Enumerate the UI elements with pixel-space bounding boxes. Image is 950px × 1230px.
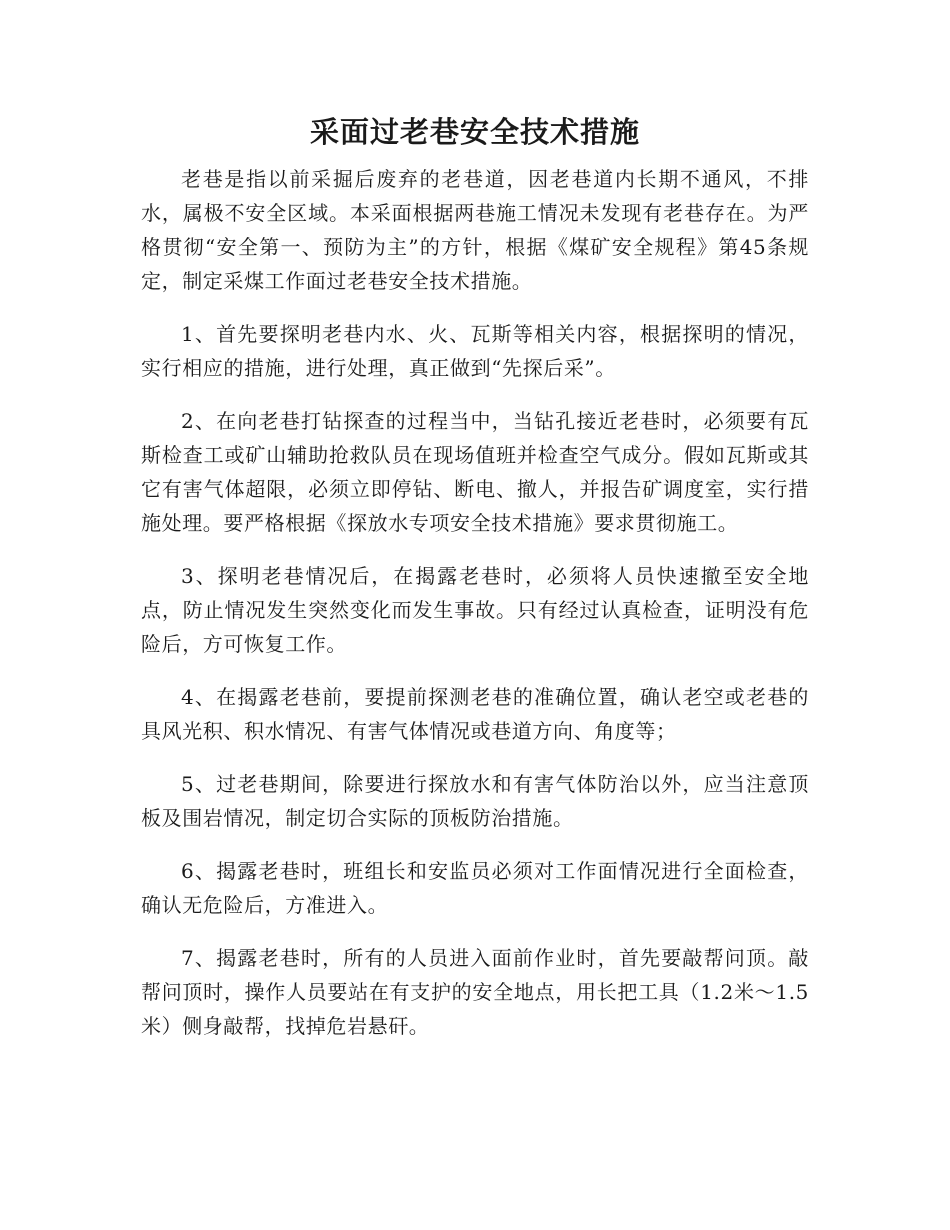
- document-body: [141, 162, 809, 1062]
- measure-item-4: 4、在揭露老巷前，要提前探测老巷的准确位置，确认老空或老巷的具风光积、积水情况、有害气体情况或巷道方向、角度等；: [141, 685, 809, 743]
- measure-item-7: 7、揭露老巷时，所有的人员进入面前作业时，首先要敲帮问顶。敲帮问顶时，操作人员要站在有支护的安全地点，用长把工具（1.2米～1.5米）侧身敲帮，找掉危岩悬矸。: [141, 946, 809, 1038]
- measure-item-5: 5、过老巷期间，除要进行探放水和有害气体防治以外，应当注意顶板及围岩情况，制定切合实际的顶板防治措施。: [141, 772, 809, 830]
- measure-item-3: 3、探明老巷情况后，在揭露老巷时，必须将人员快速撤至安全地点，防止情况发生突然变化而发生事故。只有经过认真检查，证明没有危险后，方可恢复工作。: [141, 564, 809, 656]
- measure-item-2: 2、在向老巷打钻探查的过程当中，当钻孔接近老巷时，必须要有瓦斯检查工或矿山辅助抢救队员在现场值班并检查空气成分。假如瓦斯或其它有害气体超限，必须立即停钻、断电、撤人，并报告矿调度室，实行措施处理。要严格根据《探放水专项安全技术措施》要求贯彻施工。: [141, 409, 809, 535]
- document-title: 采面过老巷安全技术措施: [309, 115, 640, 149]
- measure-item-6: 6、揭露老巷时，班组长和安监员必须对工作面情况进行全面检查，确认无危险后，方准进入。: [141, 859, 809, 917]
- measure-item-1: 1、首先要探明老巷内水、火、瓦斯等相关内容，根据探明的情况，实行相应的措施，进行处理，真正做到“先探后采”。: [141, 322, 809, 380]
- intro-paragraph: 老巷是指以前采掘后废弃的老巷道，因老巷道内长期不通风，不排水，属极不安全区域。本采面根据两巷施工情况未发现有老巷存在。为严格贯彻“安全第一、预防为主”的方针，根据《煤矿安全规程》第45条规定，制定采煤工作面过老巷安全技术措施。: [141, 167, 809, 293]
